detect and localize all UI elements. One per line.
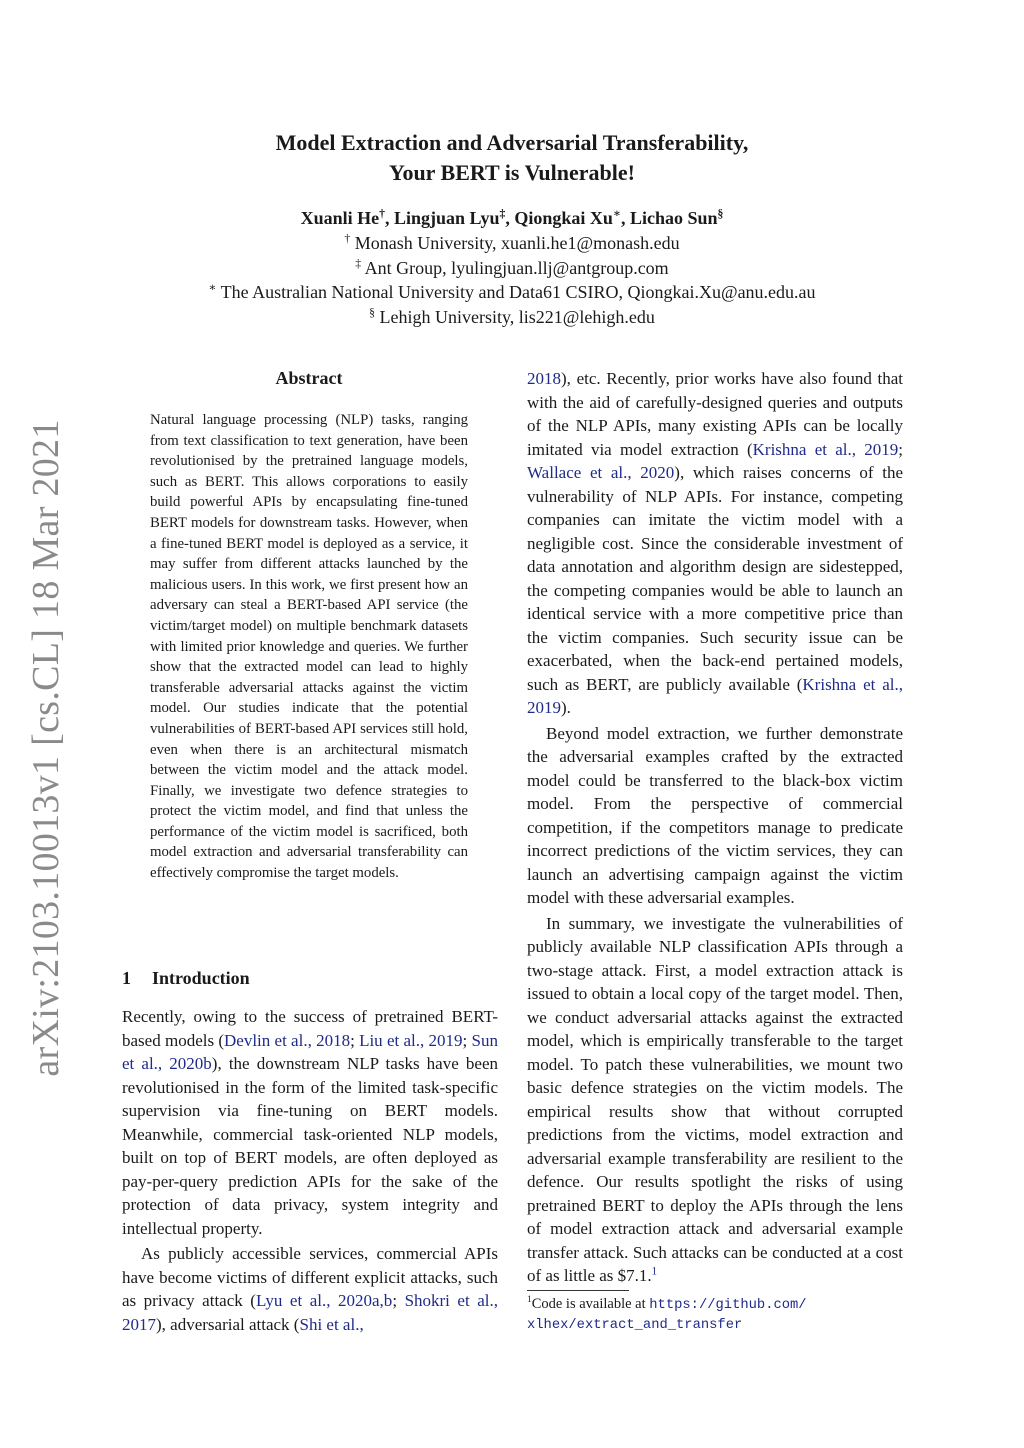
right-column [527,367,903,1288]
affiliation: † Monash University, xuanli.he1@monash.edu [344,232,680,253]
citation-link[interactable]: Wallace et al., 2020 [527,463,675,482]
section-title: Introduction [152,968,250,988]
abstract-heading: Abstract [275,368,343,388]
arxiv-identifier: arXiv:2103.10013v1 [cs.CL] 18 Mar 2021 [25,419,67,1077]
author-list: Xuanli He†, Lingjuan Lyu‡, Qiongkai Xu∗, Lichao Sun§ [300,207,724,228]
author-mark: ∗ [612,207,621,220]
intro-paragraph-2-start: As publicly accessible services, commercial APIs have become victims of different explicit attacks, such as privacy attack (Lyu et al., 2020a,b; Shokri et al., 2017), adversarial attack (Shi et al., [122,1244,498,1334]
section-heading-introduction [122,966,498,990]
abstract-body: Natural language processing (NLP) tasks, ranging from text classification to text generation, have been revolutionised by the pretrained language models, such as BERT. This allows corporations to easily build powerful APIs by encapsulating fine-tuned BERT models for downstream tasks. However, when a fine-tuned BERT model is deployed as a service, it may suffer from different attacks launched by the malicious users. In this work, we first present how an adversary can steal a BERT-based API service (the victim/target model) on multiple benchmark datasets with limited prior knowledge and queries. We further show that the extracted model can lead to highly transferable adversarial attacks against the victim model. Our studies indicate that the potential vulnerabilities of BERT-based API services still hold, even when there is an architectural mismatch between the victim model and the attack model. Finally, we investigate two defence strategies to protect the victim model, and find that unless the performance of the victim model is sacrificed, both model extraction and adversarial transferability can effectively compromise the target models. [150,412,468,882]
citation-link[interactable]: Krishna et al., 2019 [752,439,899,459]
affiliation: ∗ The Australian National University and Data61 CSIRO, Qiongkai.Xu@anu.edu.au [208,281,816,303]
affiliation: § Lehigh University, lis221@lehigh.edu [369,305,655,327]
citation-link[interactable]: Devlin et al., 2018 [224,1030,351,1050]
citation-link[interactable]: Lyu et al., 2020a,b [255,1291,393,1310]
author-mark: ‡ [499,207,506,220]
citation-link[interactable]: 2018 [527,369,561,388]
author-mark: † [379,207,385,220]
author-name: Qiongkai Xu [514,208,613,228]
footnote-marker[interactable]: 1 [651,1265,658,1278]
footnote-divider [527,1290,629,1291]
left-column [122,1005,498,1336]
citation-link[interactable]: Liu et al., 2019 [359,1030,463,1050]
author-name: Xuanli He [300,208,380,228]
citation-link[interactable]: Shokri et al., 2017 [122,1291,498,1334]
affiliation-list [0,231,1024,329]
intro-paragraph-1: Recently, owing to the success of pretrained BERT-based models (Devlin et al., 2018; Liu et al., 2019; Sun et al., 2020b), the downstream NLP tasks have been revolutionised in the form of the limited task-specific supervision via fine-tuning on BERT models. Meanwhile, commercial task-oriented NLP models, built on top of BERT models, are often deployed as pay-per-query prediction APIs for the sake of the protection of data privacy, system integrity and intellectual property. [122,1007,498,1238]
intro-paragraph-4: In summary, we investigate the vulnerabilities of publicly available NLP classification APIs through a two-stage attack. First, a model extraction attack is issued to obtain a local copy of the target model. Then, we conduct adversarial attacks against the extracted model, which is empirically transferable to the target model. To patch these vulnerabilities, we mount two basic defence strategies on the victim models. The empirical results show that without corrupted predictions from the victims, model extraction and adversarial example transferability are resilient to the defence. Our results spotlight the risks of using pretrained BERT to deploy the APIs through the lens of model extraction attack and adversarial example transfer attack. Such attacks can be conducted at a cost of as little as $7.1.$^1$ [527,913,903,1285]
github-link-cont[interactable]: xlhex/extract_and_transfer [527,1318,743,1333]
affiliation: ‡ Ant Group, lyulingjuan.llj@antgroup.com [355,256,669,278]
github-link[interactable]: https://github.com/ [649,1298,807,1313]
intro-paragraph-2-cont: 2018), etc. Recently, prior works have also found that with the aid of carefully-designed queries and outputs of the NLP APIs, many existing APIs can be locally imitated via model extraction (Krishna et al., 2019; Wallace et al., 2020), which raises concerns of the vulnerability of NLP APIs. For instance, competing companies can imitate the victim model with a negligible cost. Since the considerable investment of data annotation and algorithm design are sidestepped, the competing companies would be able to launch an identical service with a more competitive price than the victim companies. Such security issue can be exacerbated, when the back-end pertained models, such as BERT, are publicly available (Krishna et al., 2019). [527,369,903,717]
citation-link[interactable]: Shi et al., [299,1314,364,1334]
author-name: Lichao Sun [630,208,718,228]
footnote: $^1$Code is available at https://github.com/ xlhex/extract_and_transfer [527,1295,807,1333]
title-line-1: Model Extraction and Adversarial Transferability, [275,130,749,155]
title-line-2: Your BERT is Vulnerable! [389,160,635,185]
author-mark: § [717,207,724,220]
intro-paragraph-3: Beyond model extraction, we further demonstrate the adversarial examples crafted by the extracted model could be transferred to the black-box victim model. From the perspective of commercial competition, if the competitors manage to predicate incorrect predictions of the victim services, they can launch an advertising campaign against the victim model with these adversarial examples. [527,723,903,907]
paper-title [0,128,1024,188]
citation-link[interactable]: Sun et al., 2020b [122,1030,498,1073]
footnote-number: 1 [527,1295,532,1306]
section-number: 1 [122,968,131,988]
citation-link[interactable]: Krishna et al., 2019 [527,674,903,717]
author-name: Lingjuan Lyu [393,208,500,228]
